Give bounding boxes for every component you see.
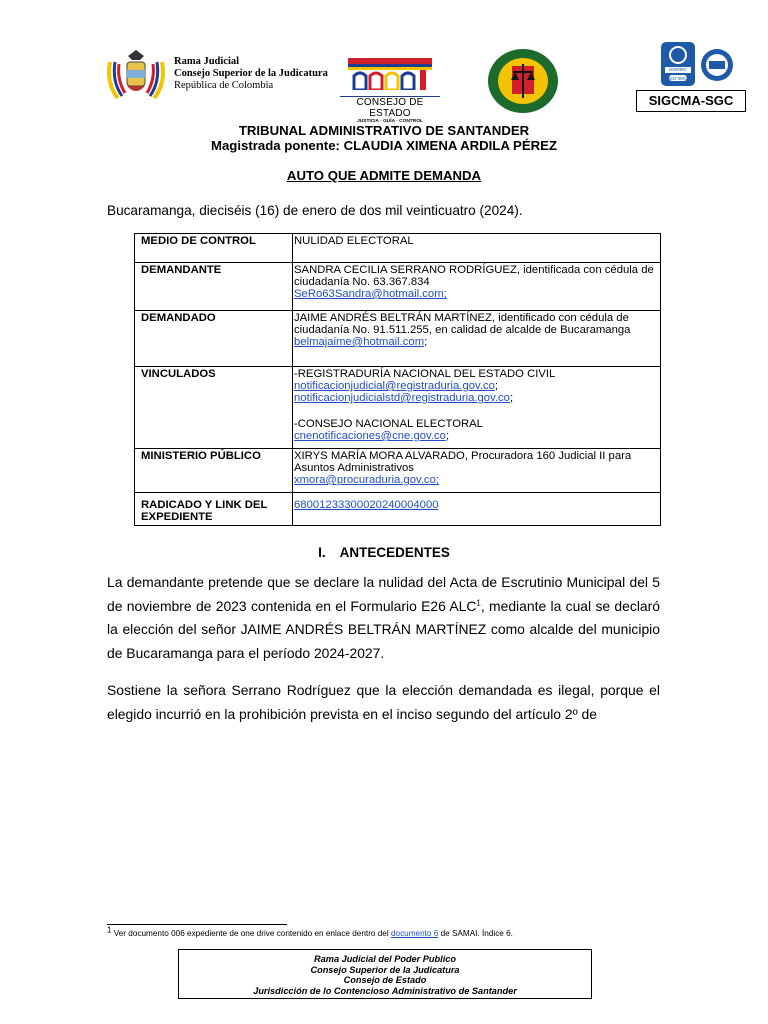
- ministerio-label: MINISTERIO PÚBLICO: [135, 449, 293, 493]
- table-row: [135, 367, 661, 449]
- rama-line2: Consejo Superior de la Judicatura: [174, 68, 328, 79]
- paragraph-2: Sostiene la señora Serrano Rodríguez que la elección demandada es ilegal, porque el elegido incurrió en la prohibición prevista en el inciso segundo del artículo 2º de: [107, 682, 660, 722]
- radicado-cell: [293, 493, 661, 526]
- demandado-email-link[interactable]: belmajaime@hotmail.com: [294, 336, 425, 348]
- section-title: ANTECEDENTES: [339, 545, 450, 560]
- document-code-box: SIGCMA-SGC: [636, 90, 746, 112]
- demandante-label: DEMANDANTE: [135, 263, 293, 311]
- vinculados-cell: [293, 367, 661, 449]
- colombia-coat-of-arms-icon: [104, 48, 168, 104]
- vinculados-label: VINCULADOS: [135, 367, 293, 449]
- consejo-motto: JUSTICIA · GUÍA · CONTROL: [357, 119, 423, 124]
- cne-email-link[interactable]: cnenotificaciones@cne.gov.co: [294, 430, 446, 442]
- tribunal-seal-icon: [486, 48, 560, 114]
- footnote-ref[interactable]: 1: [476, 597, 481, 607]
- registraduria-email-link-1[interactable]: notificacionjudicial@registraduria.gov.co: [294, 380, 495, 392]
- medio-value: NULIDAD ELECTORAL: [293, 234, 661, 263]
- vinculado-cne: -CONSEJO NACIONAL ELECTORAL: [294, 418, 483, 430]
- footnote-divider: [107, 924, 287, 925]
- footnote-marker: 1: [107, 925, 112, 935]
- table-row: [135, 234, 661, 263]
- radicado-link[interactable]: 68001233300020240004000: [294, 499, 439, 511]
- demandado-cell: [293, 311, 661, 367]
- footer-line2: Consejo Superior de la Judicatura: [310, 964, 460, 975]
- icontec-certification-logo: [661, 42, 695, 92]
- email-suffix-3: ;: [445, 430, 450, 442]
- paragraph-1-text-b: , mediante la cual se declaró la elección del señor JAIME ANDRÉS BELTRÁN MARTÍNEZ como alcalde del municipio de Bucaramanga para el período 2024-2027.: [107, 597, 660, 661]
- footnote-text-b: de SAMAI. Índice 6.: [440, 929, 513, 938]
- magistrate-line: Magistrada ponente: CLAUDIA XIMENA ARDILA PÉREZ: [210, 138, 558, 153]
- footnote-document-link[interactable]: documento 6: [390, 929, 439, 938]
- section-number: I.: [318, 545, 326, 560]
- icontec-standard: ISO 9001: [668, 76, 688, 81]
- registraduria-email-link-2[interactable]: notificacionjudicialstd@registraduria.gov.co: [294, 392, 510, 404]
- footnote-text-a: Ver documento 006 expediente de one drive contenido en enlace dentro del: [113, 929, 389, 938]
- table-row: [135, 449, 661, 493]
- demandante-cell: [293, 263, 661, 311]
- table-row: [135, 493, 661, 526]
- paragraph-1: [107, 571, 660, 665]
- section-heading: [0, 545, 768, 560]
- demandante-value: SANDRA CECILIA SERRANO RODRÍGUEZ, identificada con cédula de ciudadanía No. 63.367.834: [294, 264, 654, 288]
- consejo-de-estado-logo: [340, 54, 440, 124]
- date-line: Bucaramanga, dieciséis (16) de enero de dos mil veinticuatro (2024).: [107, 203, 523, 218]
- demandado-label: DEMANDADO: [135, 311, 293, 367]
- medio-label: MEDIO DE CONTROL: [135, 234, 293, 263]
- auto-title: AUTO QUE ADMITE DEMANDA: [286, 168, 482, 183]
- santander-tribunal-seal: [486, 48, 560, 114]
- footer-line4: Jurisdicción de lo Contencioso Administrativo de Santander: [253, 985, 517, 996]
- paragraph-1-text-a: La demandante pretende que se declare la nulidad del Acta de Escrutinio Municipal del 5 de noviembre de 2023 contenida en el Formulario E26 ALC: [107, 574, 660, 614]
- ministerio-email-link[interactable]: xmora@procuraduria.gov.co;: [294, 474, 440, 486]
- case-data-table: [134, 233, 661, 526]
- demandado-email-suffix: ;: [424, 336, 428, 348]
- footnote: [107, 925, 513, 938]
- table-row: [135, 311, 661, 367]
- table-row: [135, 263, 661, 311]
- footer-box: [178, 949, 592, 999]
- footer-line1: Rama Judicial del Poder Publico: [314, 954, 456, 964]
- demandado-value: JAIME ANDRÉS BELTRÁN MARTÍNEZ, identificado con cédula de ciudadanía No. 91.511.255, en calidad de alcalde de Bucaramanga: [294, 312, 631, 336]
- ministerio-value: XIRYS MARÍA MORA ALVARADO, Procuradora 160 Judicial II para Asuntos Administrativos: [294, 450, 632, 474]
- email-suffix-2: ;: [509, 392, 514, 404]
- ministerio-cell: [293, 449, 661, 493]
- footer-line3: Consejo de Estado: [343, 975, 427, 985]
- vinculado-registraduria: -REGISTRADURÍA NACIONAL DEL ESTADO CIVIL: [294, 368, 556, 380]
- icontec-brand: icontec: [669, 67, 687, 73]
- rama-judicial-logo: [104, 48, 328, 104]
- court-title: TRIBUNAL ADMINISTRATIVO DE SANTANDER: [238, 123, 530, 138]
- radicado-label: RADICADO Y LINK DEL EXPEDIENTE: [135, 493, 293, 526]
- consejo-name: CONSEJO DE ESTADO: [340, 96, 440, 119]
- demandante-email-link[interactable]: SeRo63Sandra@hotmail.com;: [294, 288, 447, 300]
- iqnet-badge-icon: [700, 48, 734, 82]
- email-suffix-1: ;: [494, 380, 499, 392]
- consejo-building-icon: [340, 54, 440, 90]
- rama-line1: Rama Judicial: [174, 56, 240, 67]
- iqnet-certification-logo: [700, 48, 734, 82]
- rama-line3: República de Colombia: [174, 80, 274, 91]
